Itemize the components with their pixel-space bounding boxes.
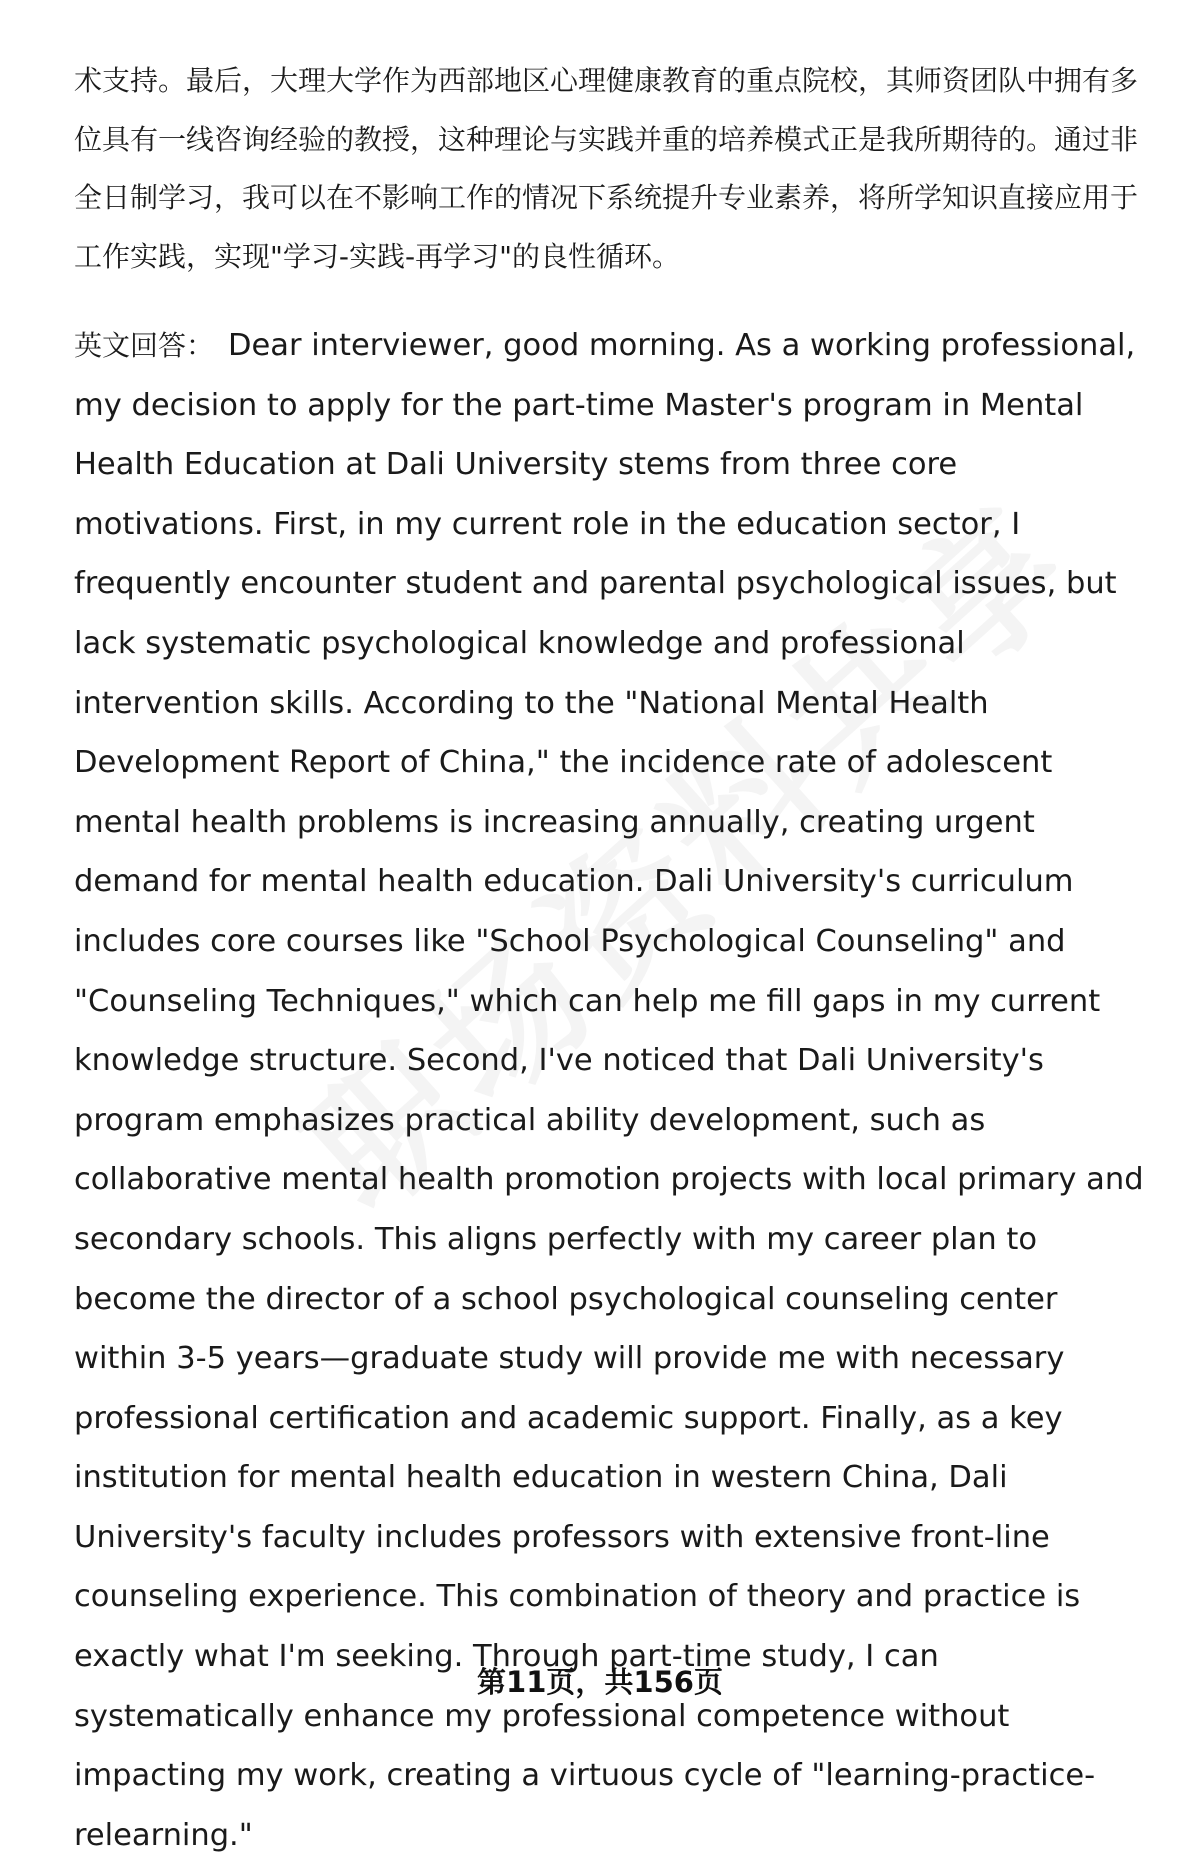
english-answer-paragraph <box>74 316 1154 1865</box>
page-footer: 第11页，共156页 <box>477 1665 723 1699</box>
answer-text: Dear interviewer, good morning. As a working professional, my decision to apply for the part-time Master's program in Mental Health Education at Dali University stems from three core motivations. First, in my current role in the education sector, I frequently encounter student and parental psychological issues, but lack systematic psychological knowledge and professional intervention skills. According to the "National Mental Health Development Report of China," the incidence rate of adolescent mental health problems is increasing annually, creating urgent demand for mental health education. Dali University's curriculum includes core courses like "School Psychological Counseling" and "Counseling Techniques," which can help me fill gaps in my current knowledge structure. Second, I've noticed that Dali University's program emphasizes practical ability development, such as collaborative mental health promotion projects with local primary and secondary schools. This aligns perfectly with my career plan to become the director of a school psychological counseling center within 3-5 years—graduate study will provide me with necessary professional certification and academic support. Finally, as a key institution for mental health education in western China, Dali University's faculty includes professors with extensive front-line counseling experience. This combination of theory and practice is exactly what I'm seeking. Through part-time study, I can systematically enhance my professional competence without impacting my work, creating a virtuous cycle of "learning-practice-relearning." <box>74 328 1144 1853</box>
chinese-paragraph: 术支持。最后，大理大学作为西部地区心理健康教育的重点院校，其师资团队中拥有多位具有一线咨询经验的教授，这种理论与实践并重的培养模式正是我所期待的。通过非全日制学习，我可以在不影响工作的情况下系统提升专业素养，将所学知识直接应用于工作实践，实现"学习-实践-再学习"的良性循环。 <box>74 64 1139 273</box>
answer-label: 英文回答： <box>74 329 215 362</box>
